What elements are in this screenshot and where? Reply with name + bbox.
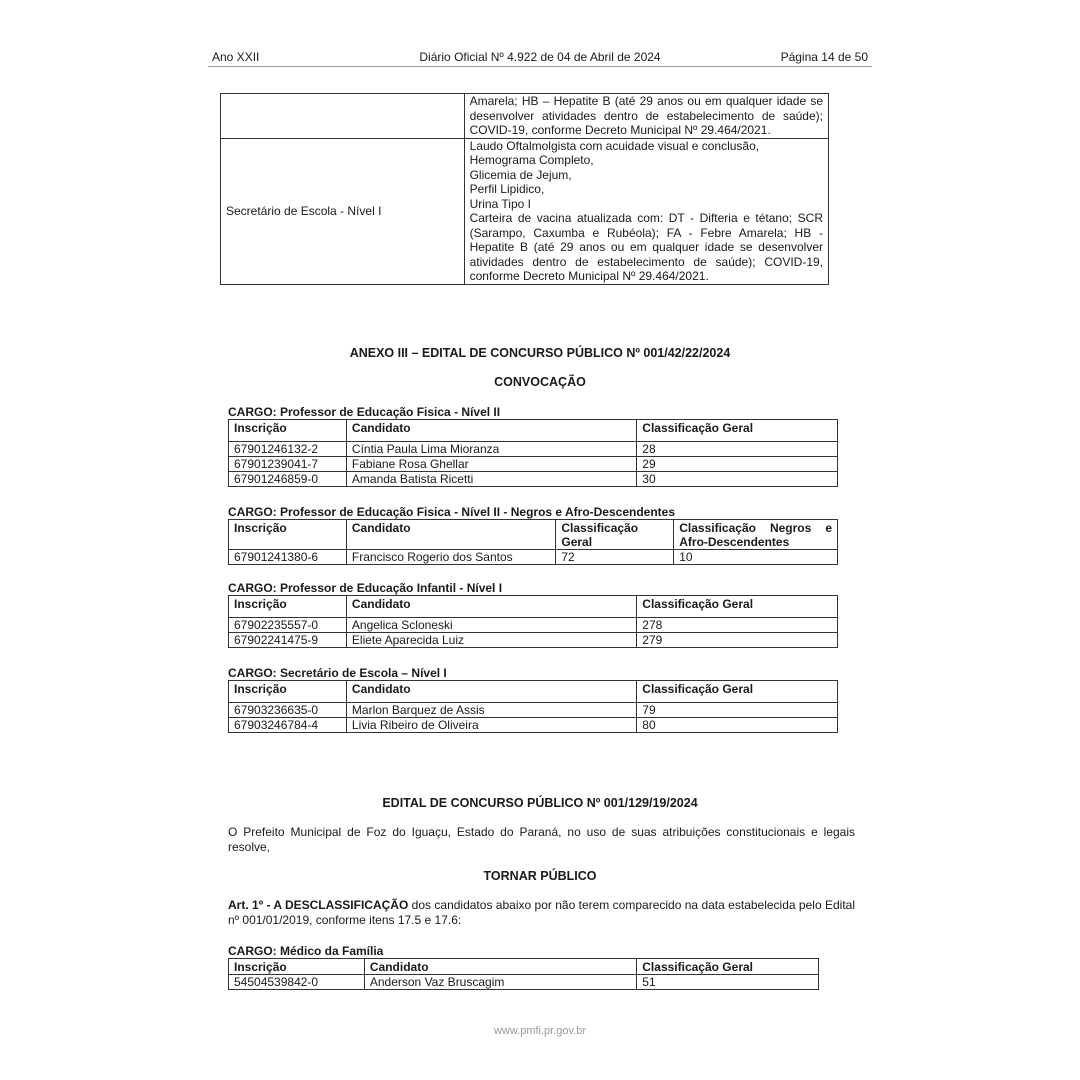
anexo-title: ANEXO III – EDITAL DE CONCURSO PÚBLICO Nº 001/42/22/2024	[349, 346, 731, 360]
article-1	[228, 898, 855, 928]
exam-requirements-table	[220, 93, 829, 285]
candidato-cell: Anderson Vaz Bruscagim	[364, 975, 636, 990]
table-row	[229, 457, 838, 472]
classificacao-cell: 72	[556, 550, 674, 565]
classificacao-cell: 30	[637, 472, 838, 487]
column-header-classificacao: Classificação Geral	[556, 520, 674, 550]
inscricao-cell: 67901239041-7	[229, 457, 347, 472]
footer-url: www.pmfi.pr.gov.br	[493, 1025, 587, 1037]
classification-table	[228, 419, 838, 487]
classification-table	[228, 519, 838, 565]
classificacao-cell: 278	[637, 618, 838, 633]
table-header-row	[229, 596, 838, 618]
inscricao-cell: 67903236635-0	[229, 703, 347, 718]
classification-table	[228, 958, 819, 990]
table-row	[229, 442, 838, 457]
column-header-inscricao: Inscrição	[229, 596, 347, 618]
table-header-row	[229, 520, 838, 550]
inscricao-cell: 54504539842-0	[229, 975, 365, 990]
column-header-classificacao-negros: Classificação Negros e Afro-Descendentes	[674, 520, 838, 550]
table-row	[229, 633, 838, 648]
table-row	[229, 472, 838, 487]
page-header	[208, 48, 872, 67]
table-header-row	[229, 420, 838, 442]
classificacao-cell: 80	[637, 718, 838, 733]
article-1-text: dos candidatos abaixo por não terem comparecido na data estabelecida pelo Edital nº 001/01/2019, conforme itens 17.5 e 17.6:	[228, 898, 856, 927]
table-row	[229, 718, 838, 733]
requirement-line: Perfil Lipidico,	[469, 182, 545, 196]
cargo-label: CARGO: Professor de Educação Fisica - Nível II	[228, 405, 501, 419]
table-row	[229, 550, 838, 565]
header-title: Diário Oficial Nº 4.922 de 04 de Abril de 2024	[419, 50, 661, 64]
role-cell: Secretário de Escola - Nível I	[221, 138, 465, 284]
column-header-inscricao: Inscrição	[229, 959, 365, 975]
candidato-cell: Eliete Aparecida Luiz	[346, 633, 636, 648]
convocacao-title: CONVOCAÇÃO	[494, 375, 586, 389]
edital-title: EDITAL DE CONCURSO PÚBLICO Nº 001/129/19/2024	[382, 796, 698, 810]
classificacao-negros-cell: 10	[674, 550, 838, 565]
candidato-cell: Francisco Rogerio dos Santos	[346, 550, 555, 565]
column-header-candidato: Candidato	[346, 596, 636, 618]
table-row	[229, 975, 819, 990]
header-year: Ano XXII	[212, 50, 260, 64]
classificacao-cell: 29	[637, 457, 838, 472]
candidato-cell: Amanda Batista Ricetti	[346, 472, 636, 487]
inscricao-cell: 67901241380-6	[229, 550, 347, 565]
vaccine-requirement: Carteira de vacina atualizada com: DT - Difteria e tétano; SCR (Sarampo, Caxumba e Rubéola); FA - Febre Amarela; HB - Hepatite B (até 29 anos ou em qualquer idade se desenvolver atividades dentro de estabelecimento de saúde); COVID-19, conforme Decreto Municipal Nº 29.464/2021.	[469, 211, 823, 283]
cargo-label: CARGO: Secretário de Escola – Nível I	[228, 666, 447, 680]
classificacao-cell: 79	[637, 703, 838, 718]
article-1-heading: Art. 1º - A DESCLASSIFICAÇÃO	[228, 898, 409, 912]
column-header-classificacao: Classificação Geral	[637, 681, 838, 703]
table-row	[221, 138, 829, 284]
candidato-cell: Marlon Barquez de Assis	[346, 703, 636, 718]
classification-table	[228, 680, 838, 733]
table-header-row	[229, 959, 819, 975]
inscricao-cell: 67901246132-2	[229, 442, 347, 457]
column-header-candidato: Candidato	[346, 420, 636, 442]
cargo-label: CARGO: Professor de Educação Fisica - Nível II - Negros e Afro-Descendentes	[228, 505, 676, 519]
column-header-candidato: Candidato	[346, 681, 636, 703]
column-header-inscricao: Inscrição	[229, 520, 347, 550]
inscricao-cell: 67902241475-9	[229, 633, 347, 648]
candidato-cell: Fabiane Rosa Ghellar	[346, 457, 636, 472]
edital-intro: O Prefeito Municipal de Foz do Iguaçu, Estado do Paraná, no uso de suas atribuições constitucionais e legais resolve,	[228, 825, 855, 854]
cargo-label: CARGO: Médico da Família	[228, 944, 384, 958]
column-header-candidato: Candidato	[364, 959, 636, 975]
requirement-line: Urina Tipo I	[469, 196, 531, 211]
table-row	[221, 94, 829, 139]
table-row	[229, 703, 838, 718]
inscricao-cell: 67903246784-4	[229, 718, 347, 733]
inscricao-cell: 67901246859-0	[229, 472, 347, 487]
classificacao-cell: 28	[637, 442, 838, 457]
requirement-line: Hemograma Completo,	[469, 153, 594, 167]
table-cell	[221, 94, 465, 139]
requirements-cell	[464, 138, 828, 284]
classificacao-cell: 51	[637, 975, 819, 990]
column-header-candidato: Candidato	[346, 520, 555, 550]
cargo-label: CARGO: Professor de Educação Infantil - Nível I	[228, 581, 503, 595]
classificacao-cell: 279	[637, 633, 838, 648]
table-cell: Amarela; HB – Hepatite B (até 29 anos ou em qualquer idade se desenvolver atividades dentro de estabelecimento de saúde); COVID-19, conforme Decreto Municipal Nº 29.464/2021.	[464, 94, 828, 139]
requirement-line: Laudo Oftalmolgista com acuidade visual e conclusão,	[469, 138, 760, 153]
table-row	[229, 618, 838, 633]
column-header-inscricao: Inscrição	[229, 420, 347, 442]
candidato-cell: Cíntia Paula Lima Mioranza	[346, 442, 636, 457]
inscricao-cell: 67902235557-0	[229, 618, 347, 633]
column-header-classificacao: Classificação Geral	[637, 959, 819, 975]
column-header-inscricao: Inscrição	[229, 681, 347, 703]
header-page-number: Página 14 de 50	[780, 50, 868, 64]
table-header-row	[229, 681, 838, 703]
column-header-classificacao: Classificação Geral	[637, 420, 838, 442]
tornar-publico-title: TORNAR PÚBLICO	[483, 869, 597, 883]
candidato-cell: Angelica Scloneski	[346, 618, 636, 633]
classification-table	[228, 595, 838, 648]
column-header-classificacao: Classificação Geral	[637, 596, 838, 618]
candidato-cell: Livia Ribeiro de Oliveira	[346, 718, 636, 733]
requirement-line: Glicemia de Jejum,	[469, 167, 572, 182]
